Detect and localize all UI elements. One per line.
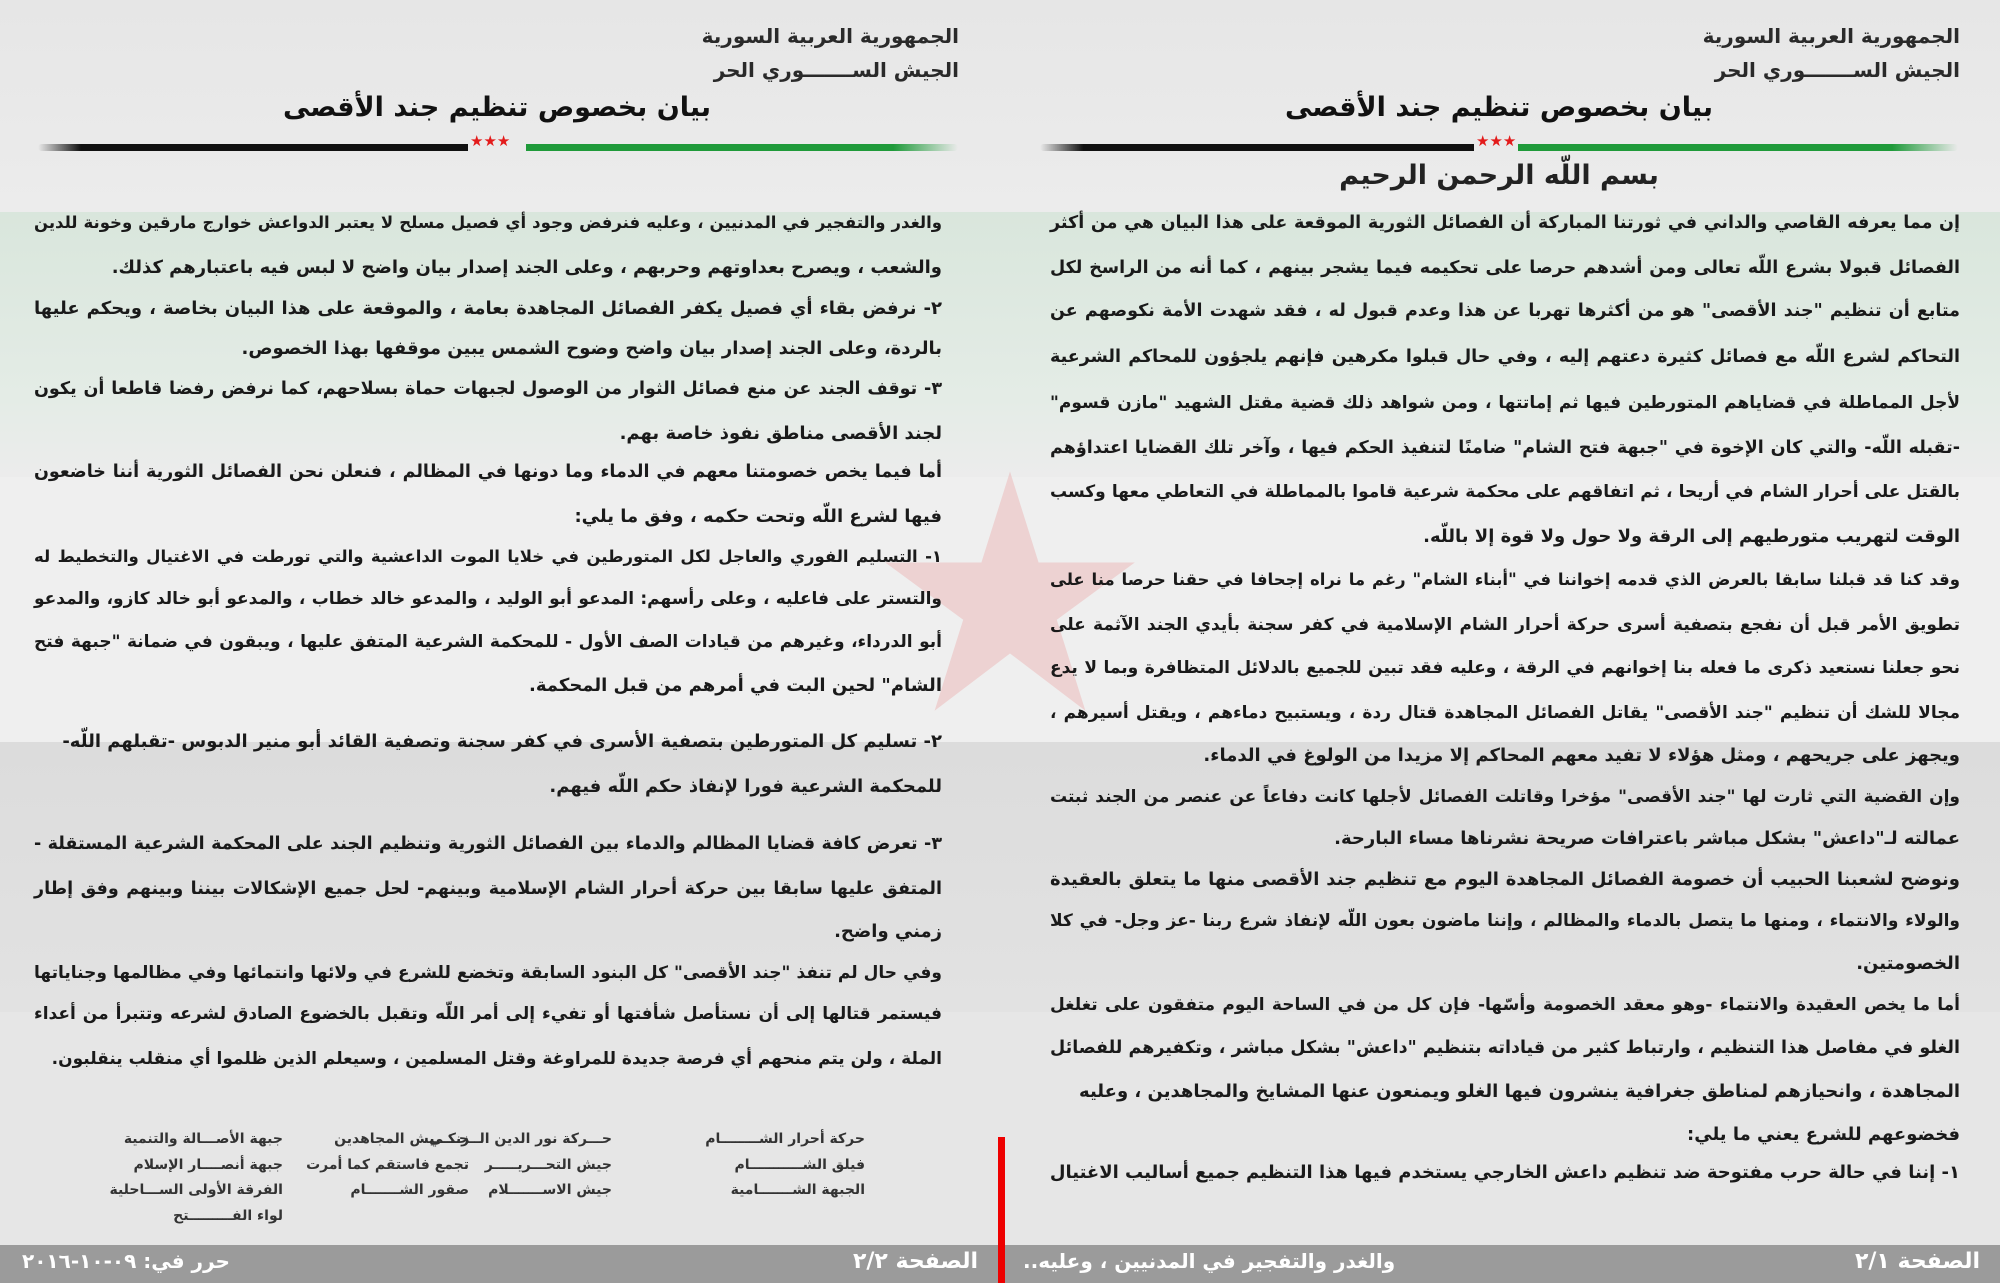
page-1-text-line: أما ما يخص العقيدة والانتماء -وهو معقد الخصومة وأسّها- فإن كل من في الساحة اليوم متفقون على تغلغل <box>1050 995 1960 1015</box>
signatory-name: جـــــيش المجاهدين <box>334 1131 469 1147</box>
page-1-text-line: وقد كنا قد قبلنا سابقا بالعرض الذي قدمه إخواننا في "أبناء الشام" رغم ما نراه إجحافا في حقنا حرصا منا على <box>1050 570 1960 589</box>
flag-line-black <box>38 144 468 151</box>
signatory-name: صقور الشـــــــام <box>350 1182 469 1198</box>
page-2-footer <box>0 1245 998 1283</box>
signatory-name: الجبهة الشـــــــامية <box>730 1182 865 1198</box>
flag-stars-icon: ★★★ <box>1476 132 1517 150</box>
page-2-text-line: لجند الأقصى مناطق نفوذ خاصة بهم. <box>619 423 942 444</box>
page-1-text-line: عمالته لـ"داعش" بشكل مباشر باعترافات صريحة نشرناها مساء البارحة. <box>1334 828 1960 849</box>
page-2-text-line: ٣- تعرض كافة قضايا المظالم والدماء بين الفصائل الثورية وتنظيم الجند على المحكمة الشرعية المستقلة - <box>34 834 942 854</box>
statement-title: بيان بخصوص تنظيم جند الأقصى <box>1284 92 1714 123</box>
page-2-text-line: المتفق عليها سابقا بين حركة أحرار الشام الإسلامية وبينهم- لحل جميع الإشكالات بيننا وبينهم وفق إطار <box>34 879 942 899</box>
page-2-text-line: ١- التسليم الفوري والعاجل لكل المتورطين في خلايا الموت الداعشية والتي تورطت في الاغتيال والتخطيط له <box>34 547 942 566</box>
page-1-text-line: متابع أن تنظيم "جند الأقصى" هو من أكثرها تهربا عن هذا وعدم قبول له ، فقد شهدت الأمة نكوصهم عن <box>1050 301 1960 321</box>
page-2-text-line: ٢- تسليم كل المتورطين بتصفية الأسرى في كفر سجنة وتصفية القائد أبو منير الدبوس -تقبلهم اللّه- <box>62 731 942 752</box>
page-2-text-line: فيها لشرع اللّه وتحت حكمه ، وفق ما يلي: <box>574 506 942 527</box>
page-2-text-line: الملة ، ولن يتم منحهم أي فرصة جديدة للمراوغة وقتل المسلمين ، وسيعلم الذين ظلموا أي منقلب ينقلبون. <box>51 1049 942 1069</box>
page-1 <box>1000 0 2000 1283</box>
signatory-name: حركة أحرار الشــــــــام <box>705 1131 865 1147</box>
page-1-text-line: والولاء والانتماء ، ومنها ما يتصل بالدماء والمظالم ، وإننا ماضون بعون اللّه لإنفاذ شرع ربنا -عز وجل- في كلا <box>1050 911 1960 931</box>
page-1-text-line: إن مما يعرفه القاصي والداني في ثورتنا المباركة أن الفصائل الثورية الموقعة على هذا البيان هي من أكثر <box>1050 213 1960 233</box>
signatory-name: جيش التحـــريـــــر <box>484 1157 612 1173</box>
page-1-text-line: نحو جعلنا نستعيد ذكرى ما فعله بنا إخوانهم في الرقة ، وعليه فقد تبين للجميع بالدلائل المتظافرة وبما لا يدع <box>1050 658 1960 678</box>
page-2-text-line: ٣- توقف الجند عن منع فصائل الثوار من الوصول لجبهات حماة بسلاحهم، كما نرفض رفضا قاطعا أن يكون <box>34 379 942 399</box>
signatory-name: الفرقة الأولى الســـاحلية <box>109 1182 283 1198</box>
signatory-name: جبهة الأصـــالة والتنمية <box>123 1131 283 1147</box>
signatory-name: جيش الاســـــــلام <box>488 1182 612 1198</box>
page-1-text-line: الفصائل قبولا بشرع اللّه تعالى ومن أشدهم حرصا على تحكيمه فيما يشجر بينهم ، كما أنه من الراسخ لكل <box>1050 258 1960 278</box>
continuation-text: والغدر والتفجير في المدنيين ، وعليه.. <box>1023 1249 1396 1273</box>
page-2-text-line: والغدر والتفجير في المدنيين ، وعليه فنرفض وجود أي فصيل مسلح لا يعتبر الدواعش خوارج مارقين وخونة للدين <box>34 213 942 232</box>
flag-line-green <box>526 144 958 151</box>
flag-stars-icon: ★★★ <box>470 132 511 150</box>
page-2-text-line: والشعب ، ويصرح بعداوتهم وحربهم ، وعلى الجند إصدار بيان واضح لا لبس فيه باعتبارهم كذلك. <box>111 257 942 278</box>
page-1-text-line: التحاكم لشرع اللّه مع فصائل كثيرة دعتهم إليه ، وفي حال قبلوا مكرهين فإنهم يلجؤون للمحاكم الشرعية <box>1050 347 1960 367</box>
signatory-name: حـــركة نور الدين الــزنكـي <box>428 1131 612 1147</box>
page-1-text-line: تطويق الأمر قبل أن نفجع بتصفية أسرى حركة أحرار الشام الإسلامية في كفر سجنة بأيدي الجند الآثمة على <box>1050 615 1960 635</box>
page-2-text-line: والتستر على فاعليه ، وعلى رأسهم: المدعو أبو الوليد ، والمدعو خالد خطاب ، والمدعو أبو خالد كازو، والمدعو <box>34 589 942 609</box>
flag-line-green <box>1518 144 1958 151</box>
page-number: الصفحة ٢/١ <box>1854 1249 1980 1274</box>
header-army: الجيش الســـــــوري الحر <box>1714 58 1960 82</box>
page-2-text-line: فيستمر قتالها إلى أن نستأصل شأفتها أو تفيء إلى أمر اللّه وتقبل بالخضوع الصادق لشرعه وتتبرأ من أعداء <box>34 1004 942 1024</box>
page-2-text-line: وفي حال لم تنفذ "جند الأقصى" كل البنود السابقة وتخضع للشرع في ولائها وانتمائها وفي مظالمها وجناياتها <box>34 963 942 983</box>
page-1-text-line: فخضوعهم للشرع يعني ما يلي: <box>1687 1124 1960 1145</box>
page-1-footer <box>1005 1245 2000 1283</box>
page-1-text-line: وإن القضية التي ثارت لها "جند الأقصى" مؤخرا وقاتلت الفصائل لأجلها كانت دفاعاً عن عنصر من الجند ثبتت <box>1050 787 1960 807</box>
page-1-text-line: مجالا للشك أن تنظيم "جند الأقصى" يقاتل الفصائل المجاهدة قتال ردة ، ويستبيح دماءهم ، ويقتل أسيرهم ، <box>1050 703 1960 723</box>
page-2-text-line: بالردة، وعلى الجند إصدار بيان واضح وضوح الشمس يبين موقفها بهذا الخصوص. <box>241 338 942 359</box>
page-2-text-line: ٢- نرفض بقاء أي فصيل يكفر الفصائل المجاهدة بعامة ، والموقعة على هذا البيان بخاصة ، ويحكم عليها <box>34 298 942 319</box>
page-2-text-line: أبو الدرداء، وغيرهم من قيادات الصف الأول - للمحكمة الشرعية المتفق عليها ، ويبقون في ضمانة "جبهة فتح <box>34 632 942 652</box>
page-number: الصفحة ٢/٢ <box>852 1249 978 1274</box>
header-country: الجمهورية العربية السورية <box>701 24 959 48</box>
page-2-text-line: للمحكمة الشرعية فورا لإنفاذ حكم اللّه فيهم. <box>549 776 942 797</box>
page-2-text-line: أما فيما يخص خصومتنا معهم في الدماء وما دونها في المظالم ، فنعلن نحن الفصائل الثورية أننا خاضعون <box>34 462 942 482</box>
signatory-name: تجمع فاستقم كما أمرت <box>306 1157 469 1173</box>
page-1-text-line: بالقتل على أحرار الشام في أريحا ، ثم اتفاقهم على محكمة شرعية قاموا بالمماطلة في التعاطي معها وكسب <box>1050 482 1960 502</box>
signatory-name: فيلق الشـــــــــــام <box>734 1157 865 1173</box>
header-country: الجمهورية العربية السورية <box>1702 24 1960 48</box>
flag-line-black <box>1040 144 1474 151</box>
page-2-text-line: زمني واضح. <box>834 921 942 942</box>
page-1-text-line: المجاهدة ، وانحيازهم لمناطق جغرافية ينشرون فيها الغلو ويمنعون عنها المشايخ والمجاهدين ، وعليه <box>1079 1081 1960 1102</box>
statement-title: بيان بخصوص تنظيم جند الأقصى <box>282 92 712 123</box>
page-2-text-line: الشام" لحين البت في أمرهم من قبل المحكمة. <box>529 675 942 696</box>
basmala: بسم اللّه الرحمن الرحيم <box>1339 160 1659 191</box>
issue-date: حرر في: ٠٩-١٠-٢٠١٦ <box>22 1249 230 1273</box>
page-1-text-line: لأجل المماطلة في قضاياهم المتورطين فيها ثم إماتتها ، ومن شواهد ذلك قضية مقتل الشهيد "مازن قسوم" <box>1050 393 1960 413</box>
page-1-text-line: الوقت لتهريب متورطيهم إلى الرقة ولا حول ولا قوة إلا باللّه. <box>1423 526 1960 547</box>
page-1-text-line: الخصومتين. <box>1856 953 1960 974</box>
page-1-text-line: -تقبله اللّه- والتي كان الإخوة في "جبهة فتح الشام" ضامنًا لتنفيذ الحكم فيها ، وآخر تلك القضايا اعتداؤهم <box>1050 438 1960 458</box>
page-1-text-line: ونوضح لشعبنا الحبيب أن خصومة الفصائل المجاهدة اليوم مع تنظيم جند الأقصى منها ما يتعلق بالعقيدة <box>1050 869 1960 890</box>
page-1-text-line: ١- إننا في حالة حرب مفتوحة ضد تنظيم داعش الخارجي يستخدم فيها هذا التنظيم جميع أساليب الاغتيال <box>1049 1162 1960 1183</box>
page-1-text-line: الغلو في مفاصل هذا التنظيم ، وارتباط كثير من قياداته بتنظيم "داعش" بشكل مباشر ، وتكفيرهم للفصائل <box>1050 1038 1960 1058</box>
signatory-name: جبهة أنصــــار الإسلام <box>133 1157 283 1173</box>
page-1-text-line: ويجهز على جريحهم ، ومثل هؤلاء لا تفيد معهم المحاكم إلا مزيدا من الولوغ في الدماء. <box>1203 745 1960 766</box>
signatory-name: لواء الفـــــــــتح <box>173 1208 283 1224</box>
header-army: الجيش الســـــــوري الحر <box>713 58 959 82</box>
